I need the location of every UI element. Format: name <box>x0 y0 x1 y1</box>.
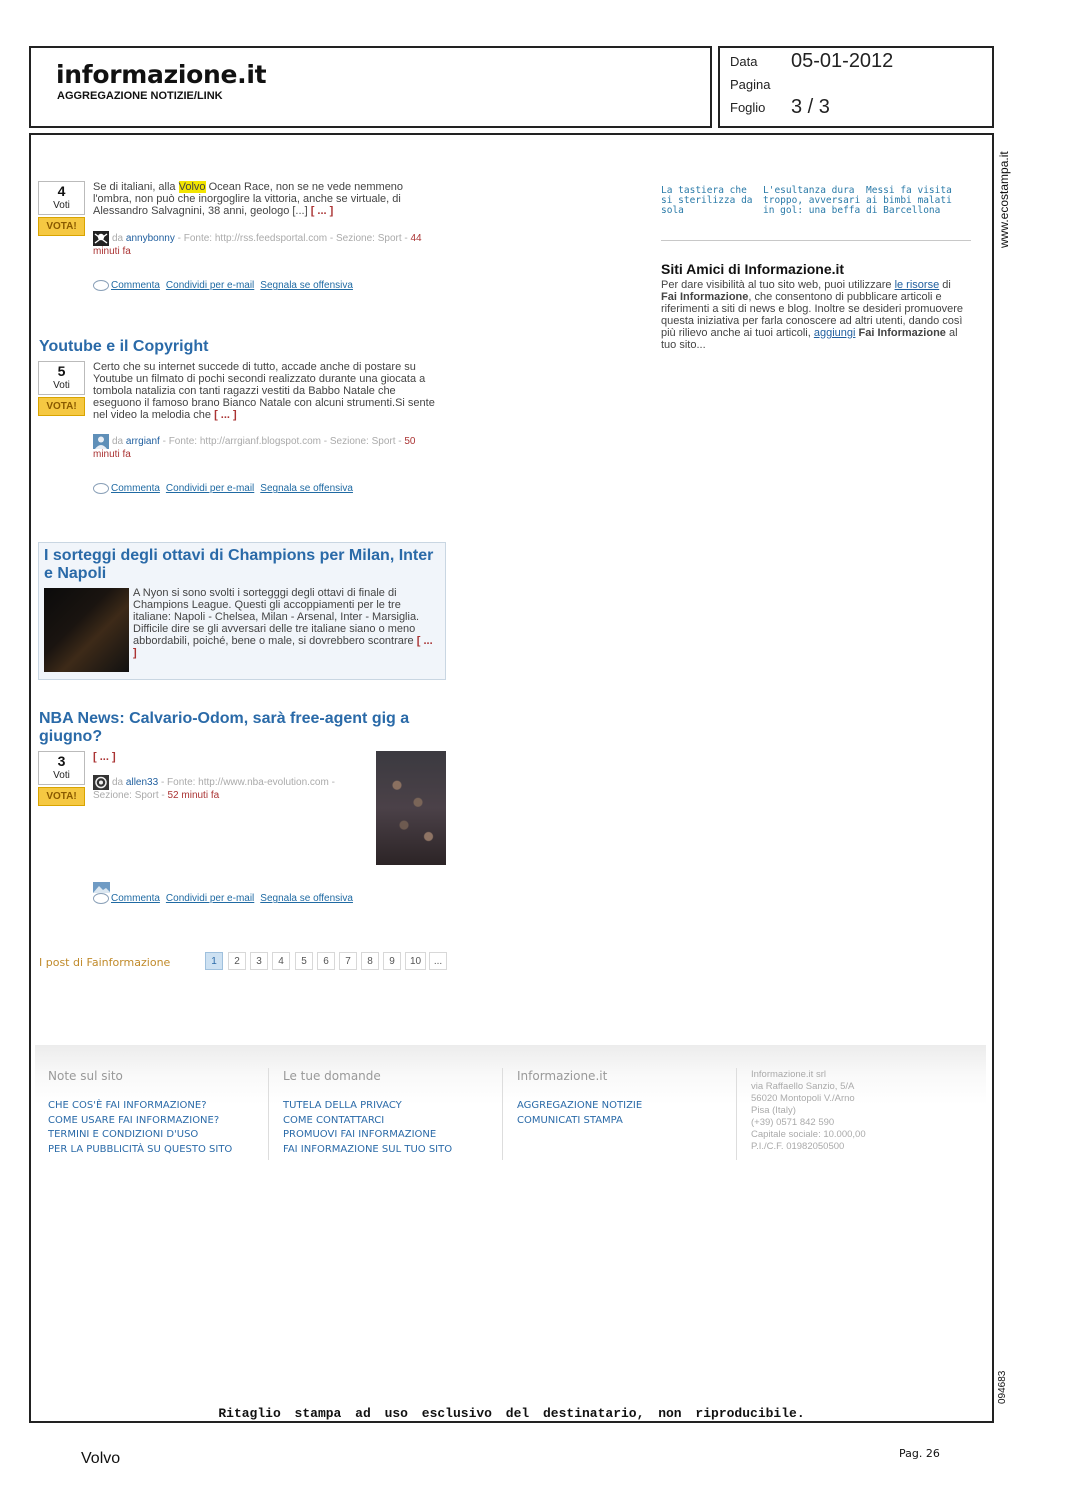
share-email-link[interactable]: Condividi per e-mail <box>165 280 255 292</box>
date-label: Data <box>730 54 758 69</box>
author-link[interactable]: annybonny <box>125 233 175 245</box>
brand-name: Fai Informazione <box>858 327 946 339</box>
report-link[interactable]: Segnala se offensiva <box>260 483 353 495</box>
footer-link[interactable]: PER LA PUBBLICITÀ SU QUESTO SITO <box>48 1143 233 1155</box>
read-more-link[interactable]: [ ... ] <box>214 409 237 421</box>
source-info: - Fonte: http://arrgianf.blogspot.com - Sezione: Sport - <box>159 436 405 448</box>
address-line: Capitale sociale: 10.000,00 <box>751 1129 866 1140</box>
footer-heading: Informazione.it <box>517 1069 608 1083</box>
footer-links <box>48 1099 232 1157</box>
post-time: 50 minuti fa <box>93 436 416 460</box>
post-actions <box>93 893 359 905</box>
footer-link[interactable]: FAI INFORMAZIONE SUL TUO SITO <box>283 1143 453 1155</box>
footer-link[interactable]: TERMINI E CONDIZIONI D'USO <box>48 1129 199 1140</box>
pirate-avatar-icon <box>93 231 109 246</box>
by-label: da <box>112 777 126 789</box>
vote-count: 5 <box>57 363 66 379</box>
post-text: Ocean Race, non se ne vede nemmeno l'ombra, non può che inorgoglire la vittoria, anche se virtuale, di Alessandro Salvagnini, 38 anni, geologo [...] <box>93 181 404 217</box>
clipping-code: 094683 <box>997 1370 1008 1404</box>
vote-widget <box>38 361 85 416</box>
comment-link[interactable]: Commenta <box>111 280 160 292</box>
footer-link[interactable]: PROMUOVI FAI INFORMAZIONE <box>283 1129 437 1140</box>
post-excerpt <box>93 751 116 763</box>
vote-widget <box>38 751 85 806</box>
share-email-link[interactable]: Condividi per e-mail <box>165 483 255 495</box>
source-info: - Fonte: http://www.nba-evolution.com - Sezione: Sport - <box>93 777 335 801</box>
keyword-highlight: Volvo <box>178 181 206 193</box>
share-email-link[interactable]: Condividi per e-mail <box>165 893 255 905</box>
comment-link[interactable]: Commenta <box>111 483 160 495</box>
footer-link[interactable]: COME USARE FAI INFORMAZIONE? <box>48 1114 220 1126</box>
vote-count-label: Voti <box>53 380 70 391</box>
company-address <box>751 1069 866 1153</box>
post-thumbnail[interactable] <box>376 751 446 865</box>
page-more-link[interactable]: ... <box>429 952 447 970</box>
post-title[interactable]: I sorteggi degli ottavi di Champions per Milan, Inter e Napoli <box>44 547 434 582</box>
page-8-link[interactable]: 8 <box>361 952 379 970</box>
footer-heading: Note sul sito <box>48 1069 123 1083</box>
vote-counter <box>38 181 85 215</box>
vote-count: 3 <box>57 753 66 769</box>
footer-link[interactable]: TUTELA DELLA PRIVACY <box>283 1100 402 1111</box>
page-3-link[interactable]: 3 <box>250 952 268 970</box>
site-tagline: AGGREGAZIONE NOTIZIE/LINK <box>57 90 223 102</box>
keyword-label: Volvo <box>81 1450 121 1467</box>
by-label: da <box>112 233 126 245</box>
report-link[interactable]: Segnala se offensiva <box>260 893 353 905</box>
post-actions <box>93 280 359 292</box>
friends-text-part: al tuo sito... <box>661 327 958 351</box>
vote-counter <box>38 361 85 395</box>
vote-count-label: Voti <box>53 200 70 211</box>
page-4-link[interactable]: 4 <box>272 952 290 970</box>
post-excerpt <box>133 587 433 659</box>
footer-divider <box>268 1068 269 1160</box>
post-meta <box>93 231 438 258</box>
sheet-value: 3 / 3 <box>791 96 830 118</box>
page-7-link[interactable]: 7 <box>339 952 357 970</box>
related-link[interactable]: L'esultanza dura troppo, avversari in gol: una beffa <box>763 185 861 216</box>
post-excerpt <box>93 361 443 421</box>
page-1-link[interactable]: 1 <box>205 952 223 970</box>
address-line: Informazione.it srl <box>751 1069 826 1080</box>
address-line: P.I./C.F. 01982050500 <box>751 1141 845 1152</box>
page-10-link[interactable]: 10 <box>405 952 426 970</box>
source-website: www.ecostampa.it <box>997 151 1011 248</box>
add-link[interactable]: aggiungi <box>813 327 856 339</box>
read-more-link[interactable]: [ ... ] <box>133 635 433 659</box>
post-title[interactable]: NBA News: Calvario-Odom, sarà free-agent gig a giugno? <box>39 710 410 745</box>
vote-button[interactable]: VOTA! <box>38 397 85 416</box>
author-link[interactable]: arrgianf <box>125 436 160 448</box>
address-line: Pisa (Italy) <box>751 1105 796 1116</box>
footer-link[interactable]: COME CONTATTARCI <box>283 1114 385 1126</box>
pager-label: I post di Fainformazione <box>39 956 171 969</box>
sheet-label: Foglio <box>730 100 766 115</box>
post-text: A Nyon si sono svolti i sortegggi degli ottavi di finale di Champions League. Questi gli accoppiamenti per le tre italiane: Napoli - Chelsea, Milan - Arsenal, Inter - Marsiglia. Difficile dire se gli avversari delle tre italiane siano o meno abbordabili, poiché, bene o male, si dovrebbero scontrare <box>133 587 420 647</box>
comment-icon <box>93 893 109 904</box>
comment-icon <box>93 483 109 494</box>
divider <box>661 240 971 241</box>
friends-text-part: , che consentono di pubblicare articoli e riferimenti a siti di news e blog. Inoltre se desideri promuovere questa iniziativa per farla conoscere ad altri utenti, dando così più rilievo anche ai tuoi articoli, <box>661 291 964 339</box>
related-link[interactable]: Messi fa visita ai bimbi malati di Barcellona <box>866 185 952 216</box>
address-line: (+39) 0571 842 590 <box>751 1117 835 1128</box>
comment-icon <box>93 280 109 291</box>
post-excerpt <box>93 181 433 217</box>
footer-link[interactable]: COMUNICATI STAMPA <box>517 1114 623 1126</box>
address-line: 56020 Montopoli V./Arno <box>751 1093 855 1104</box>
post-text: Se di italiani, alla <box>93 181 179 193</box>
frame-bottom-rule <box>29 1421 994 1423</box>
clipping-notice: Ritaglio stampa ad uso esclusivo del destinatario, non riproducibile. <box>218 1406 805 1421</box>
friends-text <box>661 279 965 351</box>
page-number: Pag. 26 <box>899 1447 940 1460</box>
post-title[interactable]: Youtube e il Copyright <box>39 338 209 355</box>
author-link[interactable]: allen33 <box>125 777 159 789</box>
page-6-link[interactable]: 6 <box>317 952 335 970</box>
footer-link[interactable]: CHE COS'È FAI INFORMAZIONE? <box>48 1100 207 1111</box>
resources-link[interactable]: le risorse <box>894 279 940 291</box>
site-logo: informazione.it <box>56 60 267 89</box>
vote-widget <box>38 181 85 236</box>
vote-count-label: Voti <box>53 770 70 781</box>
footer-links <box>283 1099 452 1157</box>
report-link[interactable]: Segnala se offensiva <box>260 280 353 292</box>
brand-name: Fai Informazione <box>661 291 749 303</box>
page-5-link[interactable]: 5 <box>295 952 313 970</box>
vote-button[interactable]: VOTA! <box>38 787 85 806</box>
footer-divider <box>502 1068 503 1160</box>
source-info: - Fonte: http://rss.feedsportal.com - Sezione: Sport - <box>174 233 411 245</box>
address-line: via Raffaello Sanzio, 5/A <box>751 1081 855 1092</box>
page-2-link[interactable]: 2 <box>228 952 246 970</box>
avatar-icon <box>93 775 109 790</box>
post-meta <box>93 434 438 461</box>
friends-text-part: di <box>939 279 951 291</box>
post-thumbnail[interactable] <box>44 588 129 672</box>
vote-button[interactable]: VOTA! <box>38 217 85 236</box>
by-label: da <box>112 436 126 448</box>
date-value: 05-01-2012 <box>791 50 894 72</box>
vote-counter <box>38 751 85 785</box>
user-avatar-icon <box>93 434 109 449</box>
footer-heading: Le tue domande <box>283 1069 381 1083</box>
footer-divider <box>736 1068 737 1160</box>
read-more-link[interactable]: [ ... ] <box>310 205 334 217</box>
read-more-link[interactable]: [ ... ] <box>93 751 116 763</box>
friends-title: Siti Amici di Informazione.it <box>661 261 845 277</box>
vote-count: 4 <box>57 183 66 199</box>
post-time: 44 minuti fa <box>93 233 422 257</box>
comment-link[interactable]: Commenta <box>111 893 160 905</box>
post-actions <box>93 483 359 495</box>
post-text: Certo che su internet succede di tutto, accade anche di postare su Youtube un filmato di pochi secondi realizzato durante una giocata a tombola natalizia con tanti ragazzi vestiti da Babbo Natale che eseguono il famoso brano Bianco Natale con alcuni strumenti.Si sente nel video la melodia che <box>93 361 435 421</box>
page-9-link[interactable]: 9 <box>383 952 401 970</box>
footer-links <box>517 1099 642 1128</box>
related-link[interactable]: La tastiera che si sterilizza da sola <box>661 185 753 216</box>
post-time: 52 minuti fa <box>167 790 220 801</box>
post-meta <box>93 775 358 802</box>
image-icon <box>93 880 110 891</box>
friends-text-part: Per dare visibilità al tuo sito web, puoi utilizzare <box>661 279 895 291</box>
footer-link[interactable]: AGGREGAZIONE NOTIZIE <box>517 1100 643 1111</box>
page-label: Pagina <box>730 77 771 92</box>
